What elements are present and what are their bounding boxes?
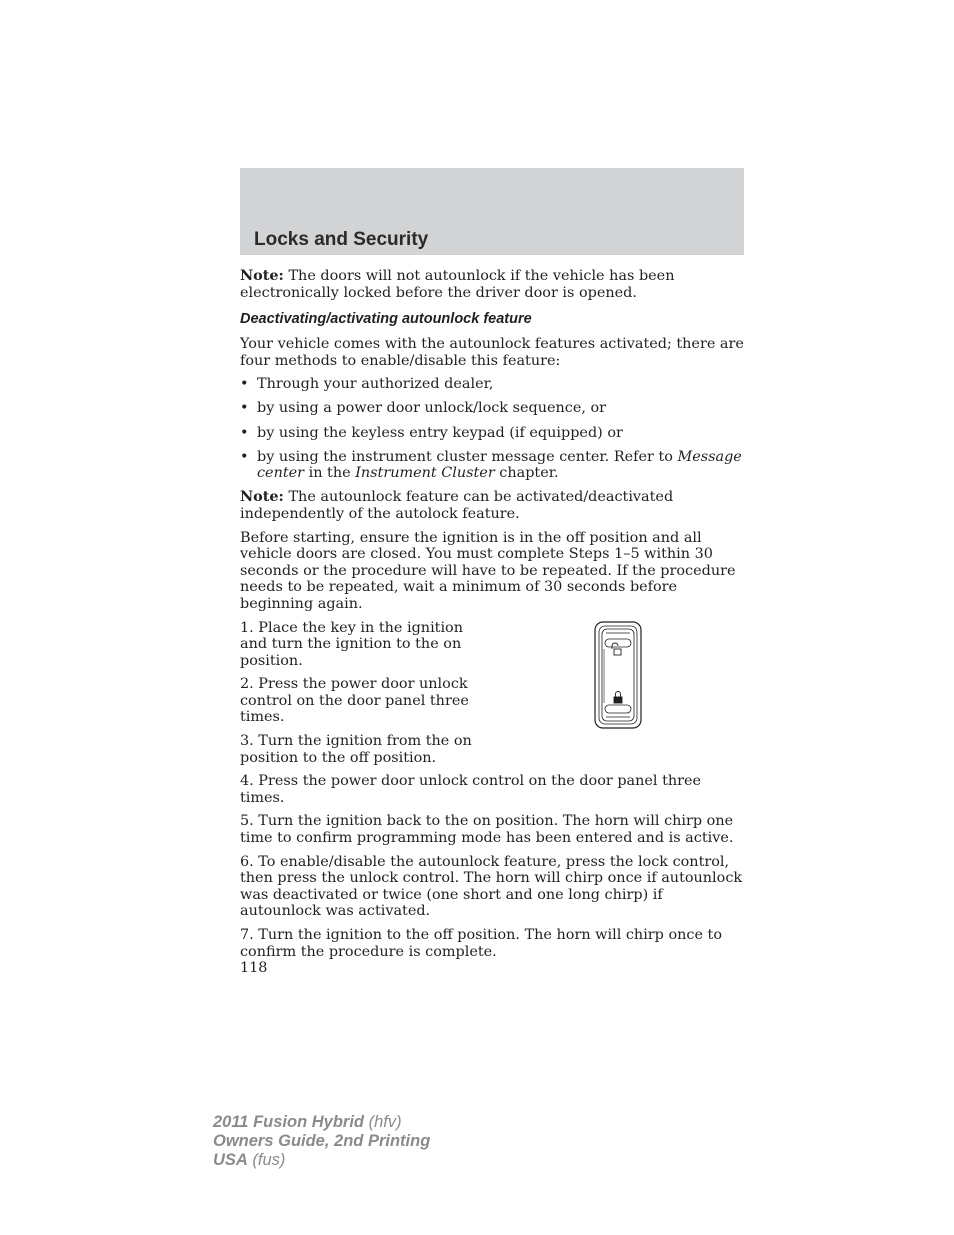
list-item-text: Through your authorized dealer, (257, 376, 494, 393)
power-door-lock-switch-figure (592, 619, 644, 731)
document-footer (213, 1113, 430, 1170)
footer-model: 2011 Fusion Hybrid (213, 1113, 364, 1131)
bullet-icon: • (240, 424, 249, 441)
step-6: 6. To enable/disable the autounlock feature, press the lock control, then press the unlock control. The horn will chirp once if autounlock was deactivated or twice (one short and one long chirp) if autounlock was activated. (240, 853, 743, 920)
footer-line-model (213, 1113, 430, 1132)
bullet-icon: • (240, 376, 249, 393)
step-4: 4. Press the power door unlock control on the door panel three times. (240, 773, 702, 806)
footer-guide: Owners Guide, 2nd Printing (213, 1132, 431, 1150)
footer-market-code: (fus) (247, 1151, 286, 1169)
bullet-icon: • (240, 448, 249, 465)
list-item (240, 449, 746, 482)
methods-list (240, 376, 746, 481)
page-number: 118 (240, 960, 268, 976)
footer-line-guide (213, 1132, 430, 1151)
note-autounlock (240, 268, 746, 301)
reference-message-center: Message center (257, 448, 742, 482)
list-item (240, 425, 746, 442)
list-item-text: in the (304, 465, 356, 482)
section-title: Locks and Security (254, 229, 429, 250)
footer-market: USA (213, 1151, 248, 1169)
list-item-text: by using the instrument cluster message center. Refer to (257, 448, 678, 465)
note-independent (240, 489, 746, 522)
reference-instrument-cluster: Instrument Cluster (355, 465, 495, 482)
step-1: 1. Place the key in the ignition and turn the ignition to the on position. (240, 619, 463, 669)
note-text: The doors will not autounlock if the vehicle has been electronically locked before the driver door is opened. (240, 268, 675, 301)
list-item-text: chapter. (494, 465, 559, 482)
list-item-text: by using a power door unlock/lock sequence, or (257, 400, 607, 417)
step-7: 7. Turn the ignition to the off position. The horn will chirp once to confirm the procedure is complete. (240, 927, 723, 960)
steps-with-figure (240, 620, 746, 767)
footer-model-code: (hfv) (363, 1113, 402, 1131)
unlock-icon (612, 643, 621, 655)
before-starting-paragraph: Before starting, ensure the ignition is in the off position and all vehicle doors are closed. You must complete Steps 1–5 within 30 seconds or the procedure will have to be repeated. If the procedure needs to be repeated, wait a minimum of 30 seconds before beginning again. (240, 529, 736, 612)
list-item (240, 400, 746, 417)
lock-icon (614, 691, 622, 703)
note-text: The autounlock feature can be activated/deactivated independently of the autolock feature. (240, 489, 674, 522)
step-5: 5. Turn the ignition back to the on position. The horn will chirp one time to confirm programming mode has been entered and is active. (240, 813, 734, 847)
list-item-text: by using the keyless entry keypad (if equipped) or (257, 424, 623, 441)
note-label: Note: (240, 267, 284, 284)
intro-paragraph: Your vehicle comes with the autounlock features activated; there are four methods to enable/disable this feature: (240, 336, 744, 369)
step-3: 3. Turn the ignition from the on position to the off position. (240, 733, 472, 766)
list-item (240, 376, 746, 393)
step-2: 2. Press the power door unlock control on the door panel three times. (240, 676, 469, 726)
note-label: Note: (240, 488, 284, 506)
footer-line-market (213, 1151, 430, 1170)
page-content (240, 268, 746, 967)
subheading-deactivating-activating: Deactivating/activating autounlock feature (240, 311, 532, 328)
bullet-icon: • (240, 400, 249, 417)
section-header-band (240, 168, 744, 255)
